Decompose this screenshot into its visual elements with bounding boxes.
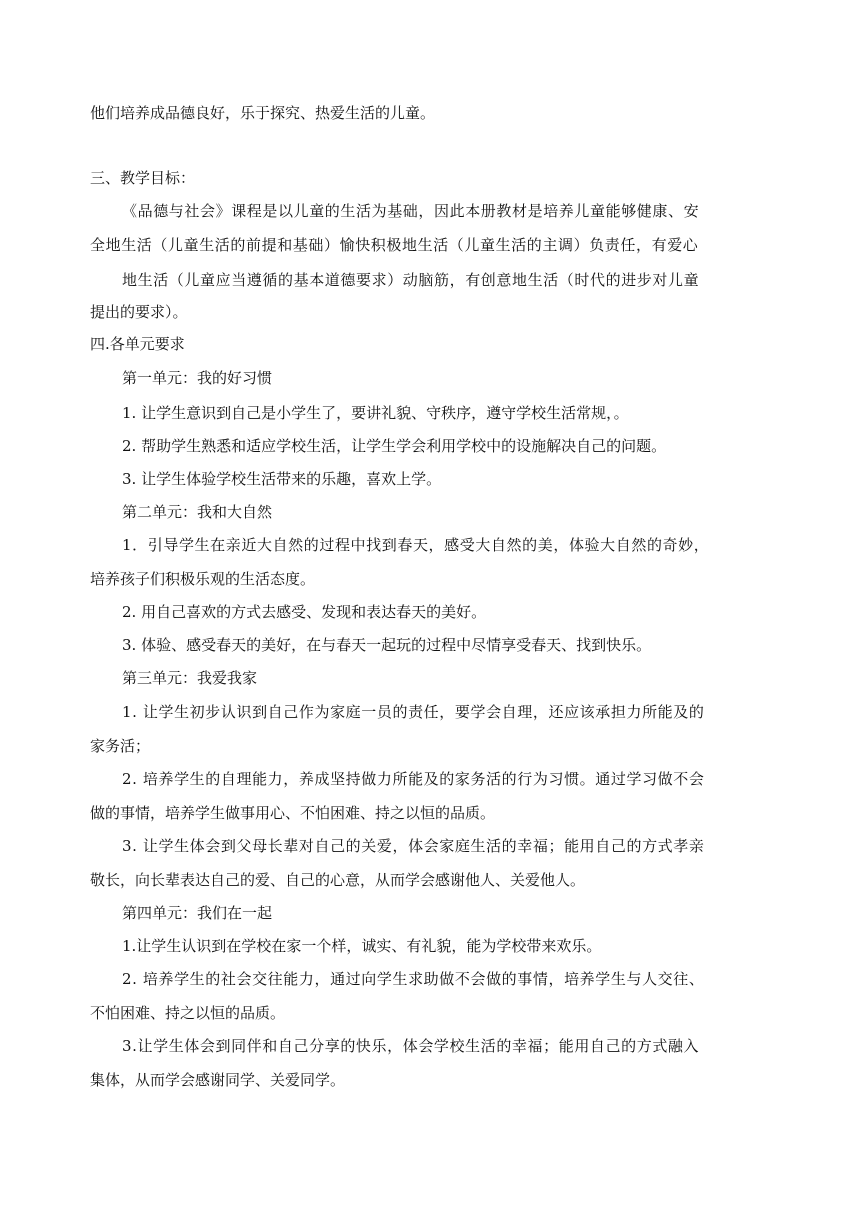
section-3-heading: 三、教学目标： bbox=[90, 169, 196, 187]
unit-4-item-3-line-2: 集体，从而学会感谢同学、关爱同学。 bbox=[90, 1071, 346, 1089]
unit-4-item-2-line-2: 不怕困难、持之以恒的品质。 bbox=[90, 1004, 286, 1022]
unit-2-title: 第二单元：我和大自然 bbox=[122, 503, 273, 521]
unit-4-item-2-line-1: 2. 培养学生的社会交往能力，通过向学生求助做不会做的事情，培养学生与人交往、 bbox=[122, 970, 705, 988]
unit-1-title: 第一单元：我的好习惯 bbox=[122, 369, 273, 387]
unit-2-item-3: 3. 体验、感受春天的美好，在与春天一起玩的过程中尽情享受春天、找到快乐。 bbox=[122, 636, 652, 654]
unit-3-item-2-line-2: 做的事情，培养学生做事用心、不怕困难、持之以恒的品质。 bbox=[90, 804, 496, 822]
section-3-paragraph-line-2: 全地生活（儿童生活的前提和基础）愉快积极地生活（儿童生活的主调）负责任，有爱心 bbox=[90, 236, 699, 254]
unit-4-item-3-line-1: 3.让学生体会到同伴和自己分享的快乐，体会学校生活的幸福；能用自己的方式融入 bbox=[122, 1037, 700, 1055]
unit-2-item-2: 2. 用自己喜欢的方式去感受、发现和表达春天的美好。 bbox=[122, 603, 487, 621]
unit-3-item-3-line-2: 敬长，向长辈表达自己的爱、自己的心意，从而学会感谢他人、关爱他人。 bbox=[90, 871, 586, 889]
intro-tail-line: 他们培养成品德良好，乐于探究、热爱生活的儿童。 bbox=[90, 104, 436, 122]
unit-3-item-1-line-1: 1. 让学生初步认识到自己作为家庭一员的责任，要学会自理，还应该承担力所能及的 bbox=[122, 703, 705, 721]
unit-2-item-1-line-1: 1．引导学生在亲近大自然的过程中找到春天，感受大自然的美，体验大自然的奇妙， bbox=[122, 536, 710, 554]
unit-3-item-3-line-1: 3. 让学生体会到父母长辈对自己的关爱，体会家庭生活的幸福；能用自己的方式孝亲 bbox=[122, 837, 705, 855]
unit-1-item-3: 3. 让学生体验学校生活带来的乐趣，喜欢上学。 bbox=[122, 470, 442, 488]
section-4-heading: 四.各单元要求 bbox=[90, 335, 185, 353]
section-3-paragraph-line-3: 地生活（儿童应当遵循的基本道德要求）动脑筋，有创意地生活（时代的进步对儿童 bbox=[122, 271, 700, 289]
unit-1-item-2: 2. 帮助学生熟悉和适应学校生活，让学生学会利用学校中的设施解决自己的问题。 bbox=[122, 437, 667, 455]
section-3-paragraph-line-4: 提出的要求）。 bbox=[90, 303, 188, 321]
unit-3-title: 第三单元：我爱我家 bbox=[122, 669, 258, 687]
unit-1-item-1: 1. 让学生意识到自己是小学生了，要讲礼貌、守秩序，遵守学校生活常规，。 bbox=[122, 404, 629, 422]
unit-4-item-1: 1.让学生认识到在学校在家一个样，诚实、有礼貌，能为学校带来欢乐。 bbox=[122, 937, 602, 955]
unit-3-item-2-line-1: 2. 培养学生的自理能力，养成坚持做力所能及的家务活的行为习惯。通过学习做不会 bbox=[122, 770, 705, 788]
unit-4-title: 第四单元：我们在一起 bbox=[122, 904, 273, 922]
unit-3-item-1-line-2: 家务活； bbox=[90, 737, 151, 755]
unit-2-item-1-line-2: 培养孩子们积极乐观的生活态度。 bbox=[90, 570, 316, 588]
section-3-paragraph-line-1: 《品德与社会》课程是以儿童的生活为基础，因此本册教材是培养儿童能够健康、安 bbox=[122, 202, 700, 220]
